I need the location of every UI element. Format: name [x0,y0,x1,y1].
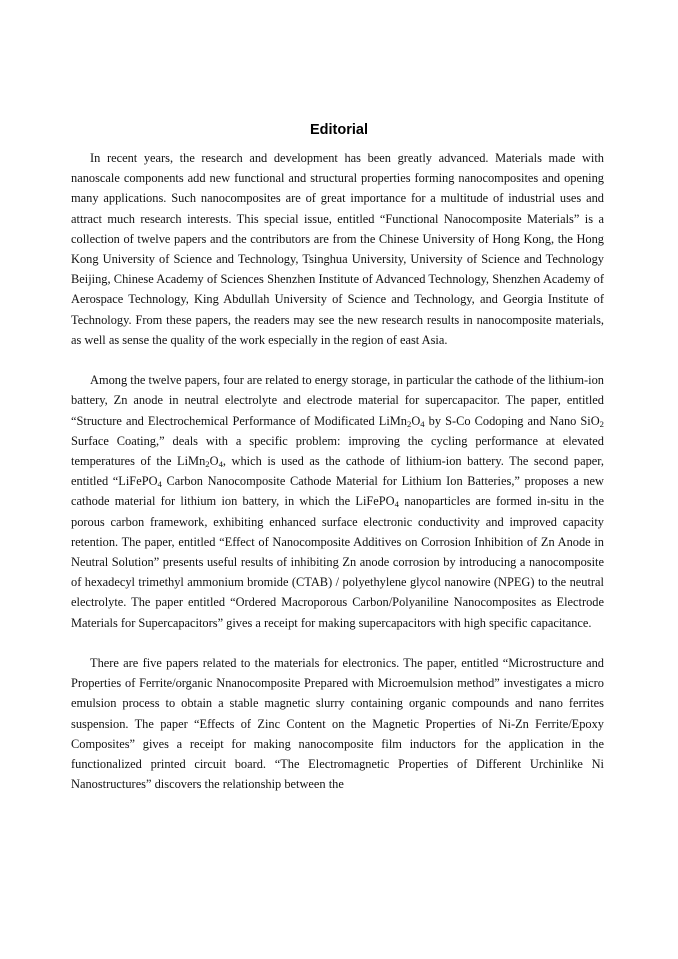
paragraph-2-text: Carbon Nanocomposite Cathode Material for Lithium Ion Batteries,” proposes a new cathode material for lithium ion battery, in which the LiFePO [71,474,604,509]
paragraph-1-text: In recent years, the research and development has been greatly advanced. Materials made with nanoscale components add new functional and structural properties forming nanocomposites and opening many applications. Such nanocomposites are of great importance for a multitude of industrial uses and attract much research interests. This special issue, entitled “Functional Nanocomposite Materials” is a collection of twelve papers and the contributors are from the Chinese University of Hong Kong, the Hong Kong University of Science and Technology, Tsinghua University, University of Science and Technology Beijing, Chinese Academy of Sciences Shenzhen Institute of Advanced Technology, Shenzhen Academy of Aerospace Technology, King Abdullah University of Science and Technology, and Georgia Institute of Technology. From these papers, the readers may see the new research results in nanocomposite materials, as well as sense the quality of the work especially in the region of east Asia. [71,151,604,347]
paragraph-2-text: O [411,413,421,428]
subscript: 2 [407,418,412,429]
subscript: 2 [205,459,210,470]
paragraph-2-text: , which is used as the cathode of lithium-ion battery. The second paper, entitled “LiFePO [71,454,604,489]
subscript: 4 [394,499,399,510]
paragraph-1 [71,148,604,350]
paragraph-2 [71,370,604,633]
paragraph-3 [71,653,604,794]
paragraph-2-text: nanoparticles are formed in-situ in the porous carbon framework, exhibiting enhanced surface electronic conductivity and improved capacity retention. The paper, entitled “Effect of Nanocomposite Additives on Corrosion Inhibition of Zn Anode in Neutral Solution” presents useful results of inhibiting Zn anode corrosion by introducing a nanocomposite of hexadecyl trimethyl ammonium bromide (CTAB) / polyethylene glycol nanowire (NPEG) to the neutral electrolyte. The paper entitled “Ordered Macroporous Carbon/Polyaniline Nanocomposites as Electrode Materials for Supercapacitors” gives a receipt for making supercapacitors with high specific capacitance. [71,494,604,630]
paragraph-2-text: O [209,454,219,469]
paragraph-2-text: Surface Coating,” deals with a specific problem: improving the cycling performance at elevated temperatures of the LiMn [71,433,604,469]
subscript: 4 [218,459,223,470]
subscript: 2 [599,418,604,429]
subscript: 4 [157,479,162,490]
subscript: 4 [420,418,425,429]
editorial-title: Editorial [309,122,368,138]
paragraph-3-text: There are five papers related to the materials for electronics. The paper, entitled “Microstructure and Properties of Ferrite/organic Nnanocomposite Prepared with Microemulsion method” investigates a micro emulsion process to obtain a stable magnetic slurry containing organic compounds and nano ferrites suspension. The paper “Effects of Zinc Content on the Magnetic Properties of Ni-Zn Ferrite/Epoxy Composites” gives a receipt for making nanocomposite film inductors for the application in the functionalized printed circuit board. “The Electromagnetic Properties of Different Urchinlike Ni Nanostructures” discovers the relationship between the [71,656,604,792]
paragraph-2-text: by S-Co Codoping and Nano SiO [424,413,600,428]
editorial-body [71,148,604,794]
paragraph-2-text: Among the twelve papers, four are related to energy storage, in particular the cathode of the lithium-ion battery, Zn anode in neutral electrolyte and electrode material for supercapacitor. The paper, entitled “Structure and Electrochemical Performance of Modificated LiMn [71,373,604,428]
